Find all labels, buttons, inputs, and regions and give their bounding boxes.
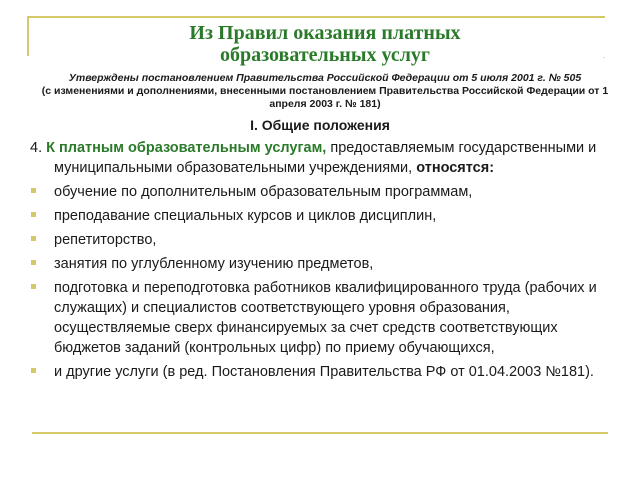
intro-bold-end: относятся: bbox=[416, 160, 495, 176]
intro-accent: К платным образовательным услугам, bbox=[46, 140, 327, 156]
list-item bbox=[30, 230, 622, 250]
title-line-1: Из Правил оказания платных bbox=[189, 22, 461, 44]
list-item bbox=[30, 362, 622, 382]
bullet-square-icon bbox=[31, 368, 36, 373]
approval-line-1: Утверждены постановлением Правительства Российской Федерации от 5 июля 2001 г. № 505 bbox=[68, 72, 582, 84]
frame-corner-dot: . bbox=[603, 54, 605, 60]
section-heading: I. Общие положения bbox=[250, 117, 390, 133]
frame-top-line bbox=[27, 16, 605, 18]
intro-paragraph bbox=[30, 138, 622, 178]
document-body bbox=[30, 138, 622, 386]
list-item bbox=[30, 182, 622, 202]
frame-bottom-line bbox=[32, 432, 608, 434]
bullet-square-icon bbox=[31, 260, 36, 265]
list-item-text: и другие услуги (в ред. Постановления Правительства РФ от 01.04.2003 №181). bbox=[54, 364, 594, 380]
list-item-text: репетиторство, bbox=[54, 232, 157, 248]
list-item-text: подготовка и переподготовка работников квалифицированного труда (рабочих и служащих) и специалистов соответствующего уровня образования, осуществляемые сверх финансируемых за счет средств соответствующих бюджетов заданий (контрольных цифр) по приему обучающихся, bbox=[54, 280, 597, 356]
page-title bbox=[160, 22, 490, 66]
list-item bbox=[30, 278, 622, 358]
services-list bbox=[30, 182, 622, 382]
intro-middle: предоставляемым государственными и муниципальными образовательными учреждениями, bbox=[54, 140, 597, 176]
frame-left-line bbox=[27, 16, 29, 56]
bullet-square-icon bbox=[31, 212, 36, 217]
bullet-square-icon bbox=[31, 236, 36, 241]
approval-line-2: (с изменениями и дополнениями, внесенными постановлением Правительства Российской Федерации от 1 апреля 2003 г. № 181) bbox=[41, 85, 609, 110]
intro-number: 4. bbox=[30, 140, 43, 156]
bullet-square-icon bbox=[31, 284, 36, 289]
list-item-text: преподавание специальных курсов и циклов дисциплин, bbox=[54, 208, 437, 224]
title-line-2: образовательных услуг bbox=[219, 44, 431, 66]
bullet-square-icon bbox=[31, 188, 36, 193]
list-item-text: обучение по дополнительным образовательным программам, bbox=[54, 184, 473, 200]
list-item-text: занятия по углубленному изучению предметов, bbox=[54, 256, 374, 272]
list-item bbox=[30, 206, 622, 226]
approval-note bbox=[30, 72, 620, 111]
list-item bbox=[30, 254, 622, 274]
